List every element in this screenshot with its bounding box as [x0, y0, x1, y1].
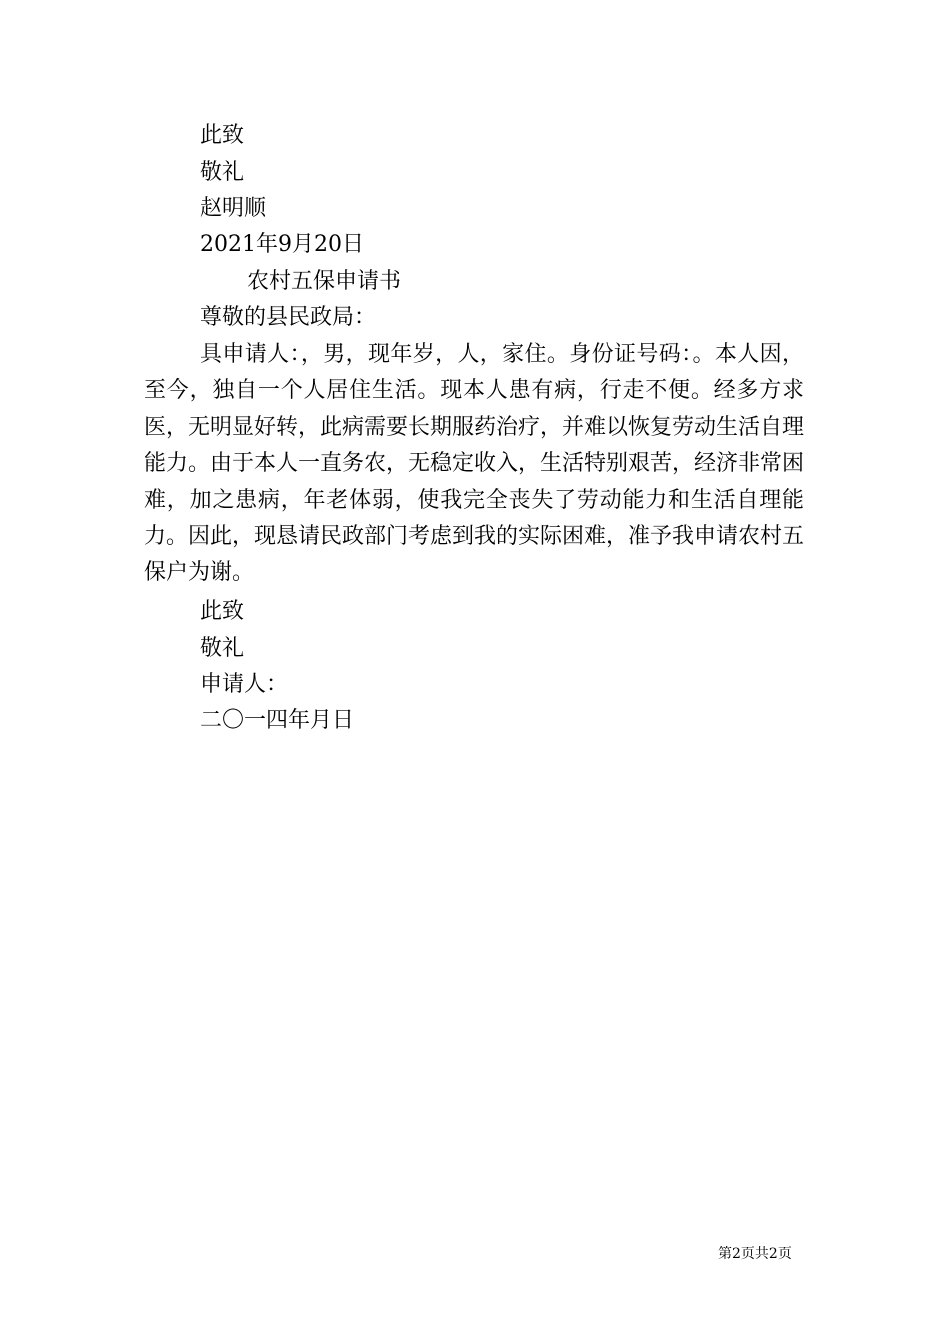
letter1-signature: 赵明顺 [200, 196, 267, 221]
letter2-closing-2: 敬礼 [200, 636, 245, 661]
letter2-body-paragraph: 具申请人：，男，现年岁，人，家住。身份证号码：。本人因，至今，独自一个人居住生活。现本人患有病，行走不便。经多方求医，无明显好转，此病需要长期服药治疗，并难以恢复劳动生活自理能力。由于本人一直务农，无稳定收入，生活特别艰苦，经济非常困难，加之患病，年老体弱，使我完全丧失了劳动能力和生活自理能力。因此，现恳请民政部门考虑到我的实际困难，准予我申请农村五保户为谢。 [144, 342, 805, 586]
letter2-title: 农村五保申请书 [247, 269, 402, 294]
letter1-closing-2: 敬礼 [200, 160, 245, 185]
letter1-date: 2021年9月20日 [200, 232, 364, 257]
letter2-salutation: 尊敬的县民政局： [200, 305, 377, 330]
letter2-date: 二〇一四年月日 [200, 708, 355, 733]
letter1-closing-1: 此致 [200, 123, 245, 148]
letter2-applicant-label: 申请人： [200, 672, 289, 697]
letter2-closing-1: 此致 [200, 599, 245, 624]
page-number-footer: 第2页共2页 [718, 1246, 792, 1262]
